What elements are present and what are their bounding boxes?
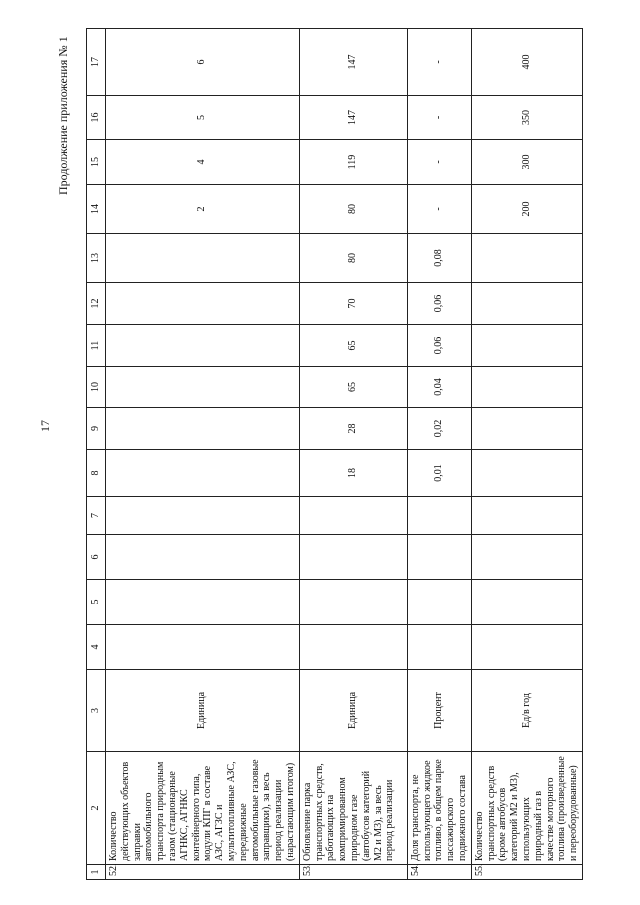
indicator-name: Количество действующих объектов заправки автомобильного транспорта природным газом (стационарные АГНКС, АГНКС контейнерного типа, модули КПГ в составе АЗС, АГЗС и мультитопливные АЗС, передвижные автомобильные газовые заправщики), за весь период реализации (нарастающим итогом) (106, 752, 300, 865)
value-cell: 0,01 (407, 450, 471, 497)
indicator-table (86, 28, 583, 880)
value-cell (407, 497, 471, 535)
value-cell: 400 (471, 29, 582, 96)
value-cell: - (407, 185, 471, 234)
value-cell (106, 367, 300, 408)
column-header: 16 (87, 96, 106, 140)
column-header: 13 (87, 234, 106, 283)
row-number: 54. (407, 865, 471, 880)
value-cell: - (407, 29, 471, 96)
appendix-continuation-note: Продолжение приложения № 1 (56, 36, 70, 195)
value-cell (106, 234, 300, 283)
unit-cell: Единица (106, 670, 300, 752)
value-cell: 147 (299, 29, 407, 96)
value-cell (106, 325, 300, 367)
column-header: 15 (87, 140, 106, 185)
value-cell (471, 497, 582, 535)
value-cell: 200 (471, 185, 582, 234)
indicator-name: Количество транспортных средств (кроме автобусов категорий М2 и М3), использующих природный газ в качестве моторного топлива (произведенные и переоборудованные) (471, 752, 582, 865)
value-cell (471, 580, 582, 625)
table-row (407, 29, 471, 880)
value-cell (106, 497, 300, 535)
value-cell (299, 535, 407, 580)
value-cell (471, 625, 582, 670)
column-header: 6 (87, 535, 106, 580)
value-cell: 4 (106, 140, 300, 185)
value-cell: 0,02 (407, 408, 471, 450)
value-cell: - (407, 96, 471, 140)
value-cell (106, 283, 300, 325)
value-cell (299, 497, 407, 535)
value-cell: 0,06 (407, 325, 471, 367)
table-row (299, 29, 407, 880)
unit-cell: Процент (407, 670, 471, 752)
value-cell: 6 (106, 29, 300, 96)
page-number: 17 (38, 420, 52, 432)
value-cell (106, 625, 300, 670)
row-number: 53. (299, 865, 407, 880)
value-cell: - (407, 140, 471, 185)
value-cell (106, 535, 300, 580)
column-header: 14 (87, 185, 106, 234)
unit-cell: Единица (299, 670, 407, 752)
value-cell (407, 580, 471, 625)
value-cell: 0,06 (407, 283, 471, 325)
value-cell (106, 450, 300, 497)
row-number: 52. (106, 865, 300, 880)
column-header: 8 (87, 450, 106, 497)
column-header: 11 (87, 325, 106, 367)
value-cell (471, 450, 582, 497)
column-header: 17 (87, 29, 106, 96)
value-cell: 300 (471, 140, 582, 185)
value-cell: 28 (299, 408, 407, 450)
column-header: 7 (87, 497, 106, 535)
value-cell: 0,08 (407, 234, 471, 283)
value-cell (471, 408, 582, 450)
column-header: 5 (87, 580, 106, 625)
value-cell: 70 (299, 283, 407, 325)
value-cell (471, 535, 582, 580)
value-cell (471, 367, 582, 408)
value-cell: 147 (299, 96, 407, 140)
value-cell (407, 625, 471, 670)
table-row (106, 29, 300, 880)
value-cell (299, 580, 407, 625)
value-cell: 65 (299, 325, 407, 367)
column-header: 2 (87, 752, 106, 865)
value-cell (471, 283, 582, 325)
column-header: 12 (87, 283, 106, 325)
value-cell (407, 535, 471, 580)
value-cell: 350 (471, 96, 582, 140)
value-cell: 80 (299, 234, 407, 283)
value-cell (299, 625, 407, 670)
column-header: 3 (87, 670, 106, 752)
rotated-table-wrapper (86, 29, 580, 880)
value-cell (106, 408, 300, 450)
row-number: 55. (471, 865, 582, 880)
indicator-name: Обновление парка транспортных средств, работающих на компримированном природном газе (автобусов категорий М2 и М3), за весь период реализации (299, 752, 407, 865)
value-cell: 65 (299, 367, 407, 408)
value-cell: 119 (299, 140, 407, 185)
table-header-row (87, 29, 106, 880)
column-header: 4 (87, 625, 106, 670)
value-cell: 80 (299, 185, 407, 234)
indicator-name: Доля транспорта, не использующего жидкое топливо, в общем парке пассажирского подвижного состава (407, 752, 471, 865)
value-cell (471, 234, 582, 283)
unit-cell: Ед/в год (471, 670, 582, 752)
value-cell: 18 (299, 450, 407, 497)
column-header: 10 (87, 367, 106, 408)
value-cell (106, 580, 300, 625)
value-cell: 0,04 (407, 367, 471, 408)
column-header: 9 (87, 408, 106, 450)
value-cell: 2 (106, 185, 300, 234)
table-row (471, 29, 582, 880)
value-cell: 5 (106, 96, 300, 140)
column-header: 1 (87, 865, 106, 880)
value-cell (471, 325, 582, 367)
